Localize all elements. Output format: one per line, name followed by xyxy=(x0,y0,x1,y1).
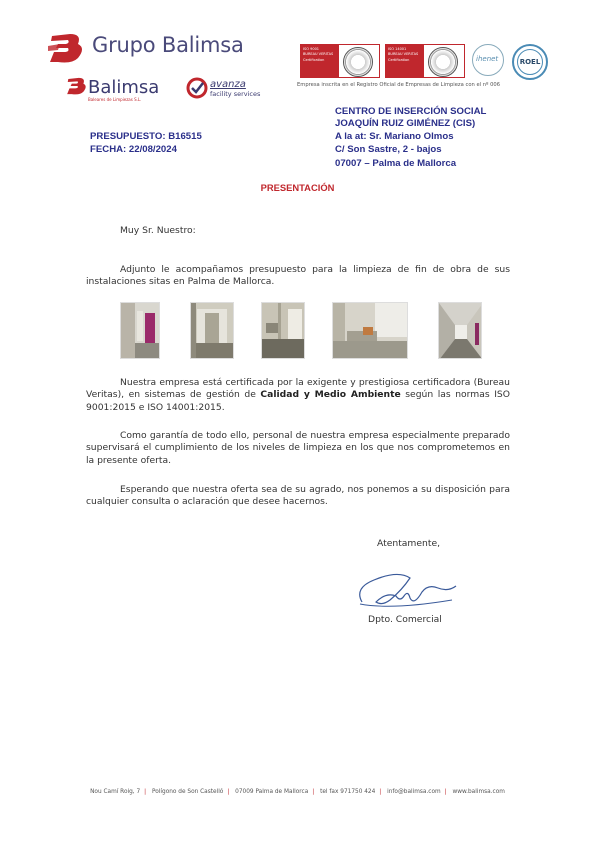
recipient-street: C/ Son Sastre, 2 - bajos xyxy=(335,144,442,155)
iso-14001-badge xyxy=(385,44,465,78)
cert-text-start: Nuestra empresa está certificada por la exigente y prestigiosa certificadora (Bureau Veritas), en sistemas de gestión de xyxy=(86,377,510,401)
photo-long-corridor xyxy=(438,302,482,359)
paragraph-intro: Adjunto le acompañamos presupuesto para la limpieza de fin de obra de sus instalaciones sitas en Palma de Mallorca. xyxy=(86,264,510,288)
footer-email[interactable]: info@balimsa.com xyxy=(387,789,441,795)
registry-note: Empresa inscrita en el Registro Oficial de Empresas de Limpieza con el nº 006 xyxy=(297,82,501,88)
bureau-veritas-seal-icon xyxy=(343,47,373,77)
cert-text-bold: Calidad y Medio Ambiente xyxy=(260,389,401,401)
badge-label: Certification xyxy=(303,57,325,62)
grupo-balimsa-logo-icon xyxy=(48,32,86,64)
cert-text-end: según las normas ISO 9001:2015 e ISO 14001:2015. xyxy=(86,389,510,413)
budget-number: PRESUPUESTO: B16515 xyxy=(90,131,202,142)
badge-label: Certification xyxy=(388,57,410,62)
partner-name: avanza xyxy=(210,79,246,90)
ihenet-label: ihenet xyxy=(476,55,499,63)
avanza-logo-icon xyxy=(186,77,208,99)
footer-separator: | xyxy=(379,789,382,795)
company-tagline: Baleares de Limpiezas S.L. xyxy=(88,97,142,102)
closing-greeting: Atentamente, xyxy=(377,538,441,549)
footer-city: 07009 Palma de Mallorca xyxy=(235,789,309,795)
footer xyxy=(0,789,595,795)
footer-address: Nou Camí Roig, 7 xyxy=(90,789,141,795)
bureau-veritas-seal-icon xyxy=(428,47,458,77)
recipient-attention: A la at: Sr. Mariano Olmos xyxy=(335,131,454,142)
footer-estate: Polígono de Son Castelló xyxy=(151,789,224,795)
company-name: Balimsa xyxy=(88,77,160,98)
signature-icon xyxy=(352,566,462,614)
section-title: PRESENTACIÓN xyxy=(260,182,335,193)
footer-separator: | xyxy=(312,789,315,795)
footer-website[interactable]: www.balimsa.com xyxy=(452,789,505,795)
badge-standard: ISO 14001 xyxy=(388,47,407,51)
footer-separator: | xyxy=(227,789,230,795)
salutation: Muy Sr. Nuestro: xyxy=(120,225,196,236)
iso-9001-badge xyxy=(300,44,380,78)
photo-room-window xyxy=(261,302,305,359)
recipient-line2: JOAQUÍN RUIZ GIMÉNEZ (CIS) xyxy=(335,118,476,129)
footer-separator: | xyxy=(444,789,447,795)
paragraph-certification xyxy=(86,377,510,414)
badge-issuer: BUREAU VERITAS xyxy=(303,52,334,57)
footer-phone: tel fax 971750 424 xyxy=(320,789,376,795)
photo-entrance-door xyxy=(190,302,234,359)
group-name: Grupo Balimsa xyxy=(92,33,244,57)
partner-tagline: facility services xyxy=(210,90,261,98)
roel-logo-icon xyxy=(512,44,548,80)
footer-separator: | xyxy=(144,789,147,795)
signature-department: Dpto. Comercial xyxy=(368,614,442,625)
budget-date: FECHA: 22/08/2024 xyxy=(90,144,177,155)
recipient-city: 07007 – Palma de Mallorca xyxy=(335,158,457,169)
photo-lobby-benches xyxy=(332,302,408,359)
balimsa-logo-icon xyxy=(66,76,88,96)
badge-standard: ISO 9001 xyxy=(303,47,320,51)
paragraph-guarantee: Como garantía de todo ello, personal de nuestra empresa especialmente preparado supervisará el cumplimiento de los niveles de limpieza en los que nos comprometemos en la presente oferta. xyxy=(86,430,510,466)
roel-label: ROEL xyxy=(517,49,543,75)
badge-issuer: BUREAU VERITAS xyxy=(388,52,419,57)
paragraph-closing: Esperando que nuestra oferta sea de su agrado, nos ponemos a su disposición para cualquier consulta o aclaración que desee hacernos. xyxy=(86,484,510,508)
photo-corridor-doors xyxy=(120,302,160,359)
recipient-line1: CENTRO DE INSERCIÓN SOCIAL xyxy=(335,106,487,117)
